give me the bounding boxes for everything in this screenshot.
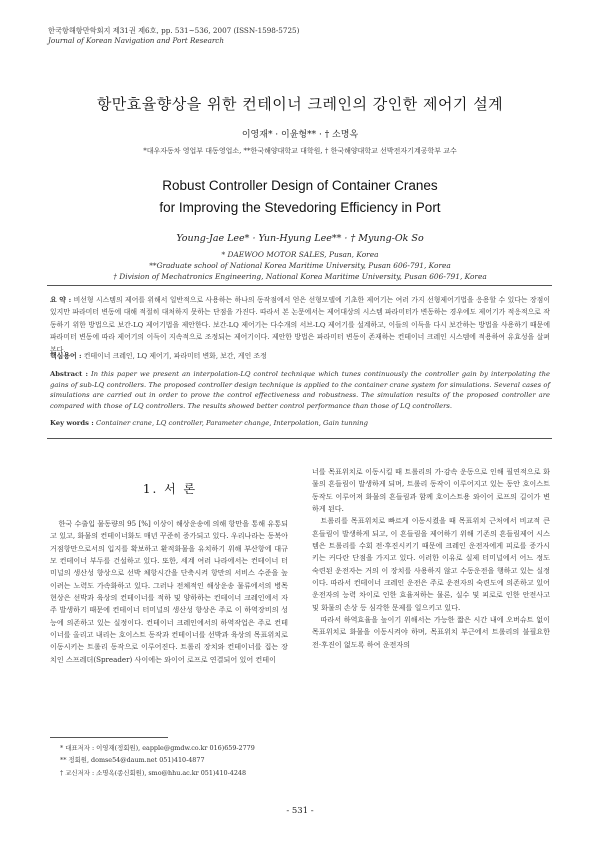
footnotes — [60, 742, 255, 779]
body-paragraph: 한국 수출입 물동량의 95 [%] 이상이 해상운송에 의해 항만을 통해 유통되고 있고, 화물의 컨테이너화도 매년 꾸준히 증가되고 있다. 우리나라는 동북아 거점항만으로서의 입지를 확보하고 환적화물을 유치하기 위해 부산항에 대규모 컨테이너 부두를 건설하고 있다. 또한, 세계 여러 나라에서는 컨테이너 터미널의 생산성 향상으로 선박 체항시간을 단축시켜 항만의 서비스 수준을 높이려는 노력도 가속화하고 있다. 그러나 전체적인 해상운송 물류에서의 병목현상은 선박과 육상의 컨테이너를 적하 및 양하하는 컨테이너 크레인에서 자주 발생하기 때문에 컨테이너 터미널의 생산성 향상은 주로 이 하역장비의 성능에 의존하고 있는 실정이다. 컨테이너 크레인에서의 하역작업은 주로 컨테이너를 올리고 내리는 호이스트 동작과 컨테이너를 선박과 육상의 목표위치로 이동시키는 트롤리 동작으로 이루어진다. 트롤리 장치와 컨테이너를 집는 장치인 스프레더(Spreader) 사이에는 와이어 로프로 연결되어 있어 컨테이 — [50, 519, 288, 664]
abstract-ko-label: 요 약 : — [50, 296, 72, 304]
keywords-english — [50, 419, 550, 427]
abstract-en-label: Abstract : — [50, 370, 88, 378]
footnote-member: ** 정회원, domse54@daum.net 051)410-4877 — [60, 756, 205, 765]
affil-en-line-2: **Graduate school of National Korea Maritime University, Pusan 606-791, Korea — [149, 261, 451, 270]
body-paragraph: 따라서 하역효율을 높이기 위해서는 가능한 짧은 시간 내에 오버슈트 없이 목표위치로 화물을 이동시켜야 하며, 목표위치 부근에서 트롤리의 불필요한 전·후진이 없도록 하여 운전자의 — [312, 615, 550, 649]
journal-citation: 한국항해항만학회지 제31권 제6호, pp. 531~536, 2007 (ISSN-1598-5725) — [48, 26, 300, 35]
keywords-en-label: Key words : — [50, 419, 94, 427]
affil-en-line-1: * DAEWOO MOTOR SALES, Pusan, Korea — [221, 250, 379, 259]
body-column-right — [312, 466, 550, 651]
affiliations-english — [0, 249, 600, 282]
abstract-en-text: In this paper we present an interpolation-LQ control technique which tunes continuously the controller gain by interpolating the gains of sub-LQ controllers. The proposed controller design technique is applied to the container crane system for simulations. Several cases of simulations are carried out in order to prove the control effectiveness and robustness. The simulation results of the proposed controller are compared with those of LQ controllers. The results showed better control performance than those of LQ controllers. — [50, 370, 550, 410]
abstract-english — [50, 369, 550, 411]
journal-name-en: Journal of Korean Navigation and Port Research — [48, 36, 224, 45]
authors-korean: 이영재* · 이윤형** · † 소명옥 — [241, 130, 359, 140]
section-heading-introduction: 1. 서 론 — [142, 482, 198, 496]
authors-english: Young-Jae Lee* · Yun-Hyung Lee** · † Myung-Ok So — [176, 233, 424, 244]
page-number: - 531 - — [286, 806, 314, 816]
footnote-corresponding-author: * 대표저자 : 이영재(정회원), eapple@gmdw.co.kr 016)659-2779 — [60, 744, 255, 752]
abstract-ko-text: 비선형 시스템의 제어를 위해서 일반적으로 사용하는 하나의 동작점에서 얻은 선형모델에 기초한 제어기는 여러 가지 선형제어기법을 응용할 수 있다는 장점이 있지만 파라미터 변동에 대해 적절히 대처하지 못하는 단점을 가진다. 따라서 본 논문에서는 제어대상의 시스템 파라미터가 변동하는 경우에도 제어기가 적응적으로 작동하기 위한 방법으로 보간-LQ 제어기법을 제안한다. 보간-LQ 제어기는 다수개의 서브-LQ 제어기를 설계하고, 이들의 이득을 다시 보간하는 방법을 사용하기 때문에 파라미터 변동에 따라 제어기의 이득이 지속적으로 조정되는 제어기이다. 제안한 방법은 파라미터 변동이 존재하는 컨테이너 크레인 시스템에 적용하여 유효성을 살펴본다. — [50, 296, 550, 354]
affil-en-line-3: † Division of Mechatronics Engineering, National Korea Maritime University, Pusan 606-791, Korea — [113, 272, 487, 281]
body-paragraph: 트롤리를 목표위치로 빠르게 이동시켰을 때 목표위치 근처에서 비교적 큰 흔들림이 발생하게 되고, 이 흔들림을 제어하기 위해 기존의 흔들림제어 시스템은 트롤리를 수회 전·후진시키기 때문에 크레인 운전자에게 피로를 증가시키는 커다란 단점을 가지고 있다. 이러한 이유로 실제 터미널에서 어느 정도 숙련된 운전자는 거의 이 장치를 사용하지 않고 수동운전을 행하고 있는 실정이다. 따라서 컨테이너 크레인 운전은 주로 운전자의 숙련도에 의존하고 있어 운전자의 능력 차이로 인한 효율저하는 물론, 실수 및 피로로 인한 안전사고 및 화물의 손상 등 심각한 문제를 일으키고 있다. — [312, 516, 550, 612]
abstract-bottom-rule — [47, 438, 552, 439]
paper-title-korean: 항만효율향상을 위한 컨테이너 크레인의 강인한 제어기 설계 — [96, 95, 504, 113]
journal-header — [48, 26, 299, 46]
keywords-ko-label: 핵심용어 : — [50, 352, 82, 360]
title-en-line-2: for Improving the Stevedoring Efficiency in Port — [159, 200, 441, 215]
keywords-korean — [50, 350, 550, 360]
abstract-top-rule — [47, 285, 552, 286]
keywords-ko-text: 컨테이너 크레인, LQ 제어기, 파라미터 변화, 보간, 게인 조정 — [83, 352, 267, 360]
paper-title-english — [0, 175, 600, 219]
body-column-left — [50, 518, 288, 666]
title-en-line-1: Robust Controller Design of Container Cranes — [162, 178, 438, 193]
body-paragraph: 너를 목표위치로 이동시킬 때 트롤리의 가·감속 운동으로 인해 필연적으로 화물의 흔들림이 발생하게 되며, 트롤리 동작이 이루어지고 있는 동안 호이스트 동작도 이루어져 화물의 흔들림과 함께 호이스트용 와이어 로프의 길이가 변하게 된다. — [312, 467, 550, 514]
abstract-korean — [50, 294, 550, 356]
footnote-rule — [50, 737, 168, 738]
footnote-corresponding: † 교신저자 : 소명옥(종신회원), smo@hhu.ac.kr 051)410-4248 — [60, 768, 247, 777]
affiliations-korean: *대우자동차 영업부 대동영업소, **한국해양대학교 대학원, † 한국해양대학교 선박전자기계공학부 교수 — [143, 147, 457, 155]
keywords-en-text: Container crane, LQ controller, Parameter change, Interpolation, Gain tunning — [96, 419, 369, 427]
